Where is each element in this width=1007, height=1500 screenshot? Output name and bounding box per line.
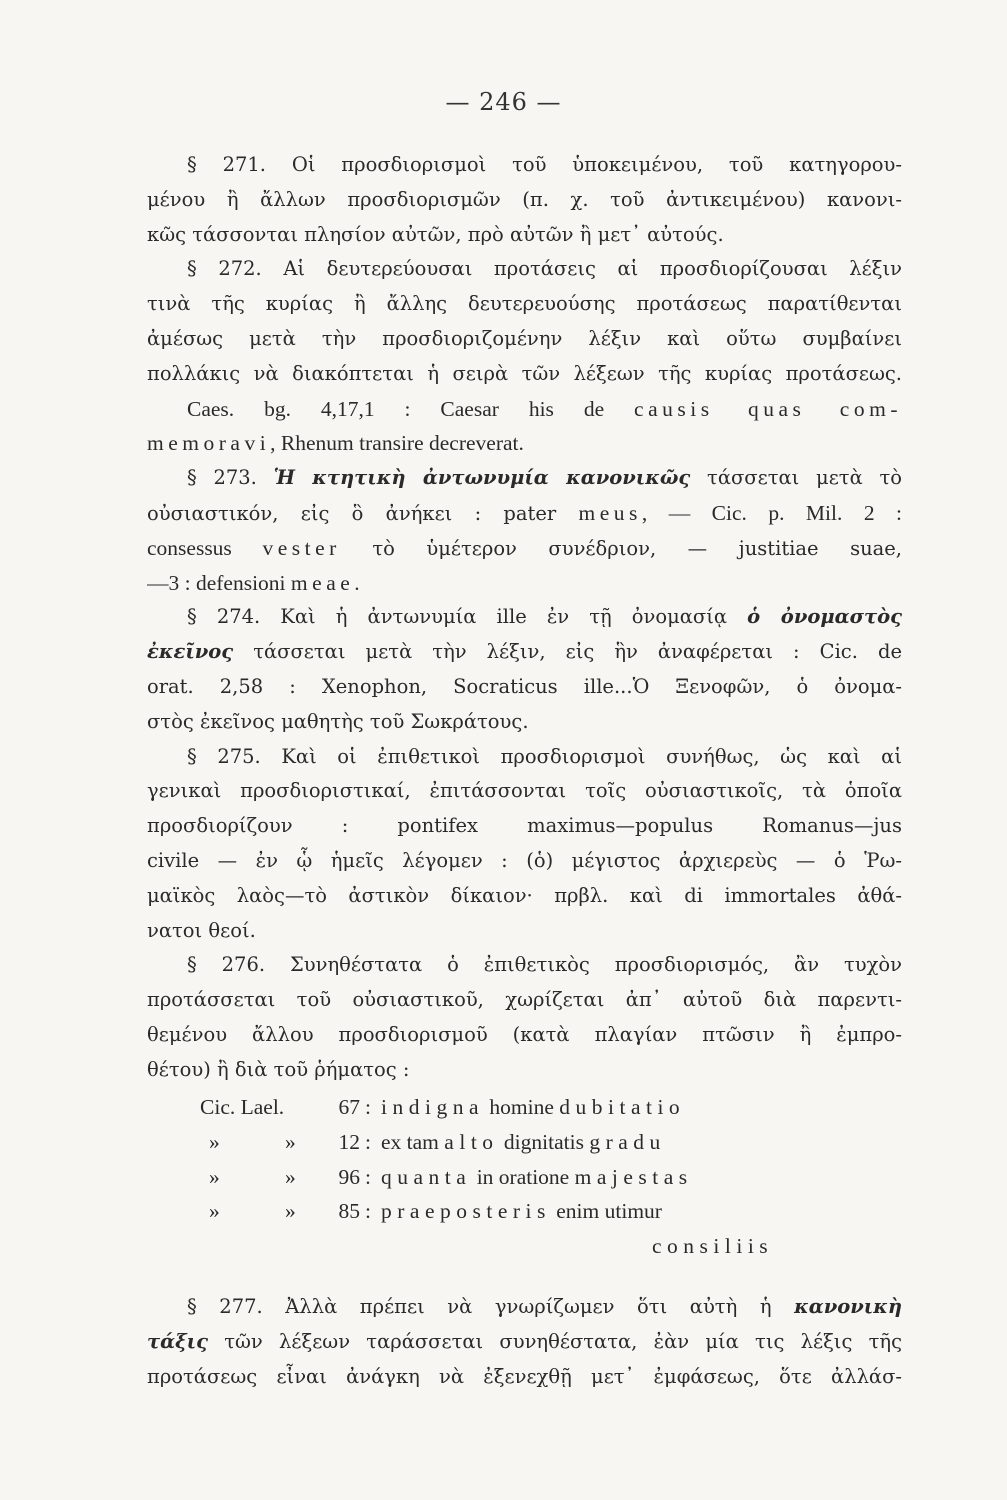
text-fragment: homine	[484, 1095, 560, 1119]
ditto-mark: »	[285, 1199, 296, 1224]
spaced-words: meus	[578, 500, 642, 525]
section-274-line	[147, 635, 902, 670]
text-fragment: consessus	[147, 535, 263, 560]
spaced-words: causis quas com-	[634, 396, 902, 421]
spaced-words: praeposteris	[381, 1199, 551, 1224]
section-276-line: θεμένου ἄλλου προσδιορισμοῦ (κατὰ πλαγίαν πτῶσιν ἢ ἐμπρο-	[147, 1022, 902, 1046]
section-275-line: § 275. Καὶ οἱ ἐπιθετικοὶ προσδιορισμοὶ συνήθως, ὡς καὶ αἱ	[187, 744, 902, 768]
citation-text	[381, 1160, 693, 1195]
colon: :	[365, 1129, 371, 1154]
spaced-words: dubitatio	[559, 1095, 686, 1119]
section-275-line: προσδιορίζουν : pontifex maximus—populus Romanus—jus	[147, 814, 902, 838]
citation-source: Cic. Lael.	[200, 1095, 285, 1119]
text-line: τινὰ τῆς κυρίας ἢ ἄλλης δευτερευούσης προτάσεως παρατίθενται	[147, 292, 902, 316]
text-fragment: τὸ ὑμέτερον συνέδριον, — justitiae suae,	[340, 536, 902, 560]
section-277-line	[147, 1290, 902, 1325]
ditto-mark: »	[209, 1199, 220, 1224]
colon: :	[365, 1095, 371, 1119]
ditto-mark: »	[285, 1164, 296, 1189]
bold-term: τάξις	[147, 1329, 208, 1353]
ditto-mark: »	[285, 1129, 296, 1154]
text-fragment: § 274. Καὶ ἡ ἀντωνυμία ille ἐν τῇ ὀνομασίᾳ	[187, 605, 748, 629]
text-fragment: .	[354, 570, 360, 595]
section-273-line	[147, 461, 902, 496]
section-275-line: civile — ἐν ᾧ ἡμεῖς λέγομεν : (ὁ) μέγιστος ἀρχιερεὺς — ὁ Ῥω-	[147, 848, 902, 872]
citation-text	[381, 1125, 666, 1160]
citation-number: 96	[338, 1164, 360, 1189]
text-line: μένου ἢ ἄλλων προσδιορισμῶν (π. χ. τοῦ ἀντικειμένου) κανονι-	[147, 187, 902, 211]
section-273-line	[147, 531, 902, 566]
citation-number: 12	[338, 1129, 360, 1154]
text-fragment: dignitatis	[498, 1129, 590, 1154]
section-276-line: θέτου) ἢ διὰ τοῦ ῥήματος :	[147, 1057, 410, 1081]
text-line: ἀμέσως μετὰ τὴν προσδιοριζομένην λέξιν καὶ οὕτω συμβαίνει	[147, 326, 902, 350]
section-277-line	[147, 1325, 902, 1360]
caesar-rest: , Rhenum transire decreverat.	[270, 431, 524, 456]
ditto-mark: »	[209, 1129, 220, 1154]
text-line: § 272. Αἱ δευτερεύουσαι προτάσεις αἱ προσδιορίζουσαι λέξιν	[187, 257, 902, 281]
citation-continuation: consiliis	[652, 1234, 774, 1259]
text-fragment: οὐσιαστικόν, εἰς ὃ ἀνήκει : pater	[147, 501, 579, 525]
section-275-line: νατοι θεοί.	[147, 918, 256, 942]
caesar-quote-line	[147, 426, 902, 461]
section-277-line: προτάσεως εἶναι ἀνάγκη νὰ ἐξενεχθῇ μετ᾽ ἐμφάσεως, ὅτε ἀλλάσ-	[147, 1364, 902, 1388]
citation-number: 85	[338, 1199, 360, 1224]
spaced-words: meae	[290, 570, 355, 595]
citation-row	[200, 1125, 840, 1160]
section-275-line: μαϊκὸς λαὸς—τὸ ἀστικὸν δίκαιον· πρβλ. καὶ di immortales ἀθά-	[147, 883, 902, 907]
citation-row	[200, 1160, 840, 1195]
text-fragment: in oratione	[471, 1164, 575, 1189]
spaced-words: vester	[262, 535, 341, 560]
citation-row	[200, 1194, 840, 1229]
section-276-line: § 276. Συνηθέστατα ὁ ἐπιθετικὸς προσδιορισμός, ἂν τυχὸν	[187, 953, 902, 977]
text-line: κῶς τάσσονται πλησίον αὐτῶν, πρὸ αὐτῶν ἢ μετ᾽ αὐτούς.	[147, 222, 724, 246]
section-274-line	[147, 600, 902, 635]
section-275-line: γενικαὶ προσδιοριστικαί, ἐπιτάσσονται τοῖς οὐσιαστικοῖς, τὰ ὁποῖα	[147, 779, 902, 803]
citation-text	[381, 1194, 662, 1229]
text-fragment: τάσσεται μετὰ τὸ	[690, 466, 902, 490]
citation-row	[200, 1090, 840, 1125]
page-number: — 246 —	[445, 88, 562, 116]
caesar-ref: Caes. bg. 4,17,1 : Caesar his de	[187, 396, 635, 421]
section-273-line	[147, 496, 902, 531]
text-fragment: , — Cic. p. Mil. 2 :	[641, 500, 902, 525]
text-fragment: ex tam	[381, 1129, 445, 1154]
text-line: § 271. Οἱ προσδιορισμοὶ τοῦ ὑποκειμένου, τοῦ κατηγορου-	[187, 153, 902, 176]
citation-list	[200, 1090, 840, 1264]
bold-term: Ἡ κτητικὴ ἀντωνυμία κανονικῶς	[273, 466, 691, 490]
spaced-words: majestas	[574, 1164, 693, 1189]
text-fragment: τῶν λέξεων ταράσσεται συνηθέστατα, ἐὰν μία τις λέξις τῆς	[208, 1329, 902, 1353]
text-fragment: —3 : defensioni	[147, 570, 291, 595]
bold-term: ἐκεῖνος	[147, 640, 234, 664]
bold-term: κανονικὴ	[794, 1295, 902, 1318]
colon: :	[365, 1199, 371, 1224]
text-line: πολλάκις νὰ διακόπτεται ἡ σειρὰ τῶν λέξεων τῆς κυρίας προτάσεως.	[147, 361, 902, 385]
text-fragment: enim utimur	[550, 1199, 662, 1224]
caesar-quote-line	[147, 392, 902, 427]
section-274-line: στὸς ἐκεῖνος μαθητὴς τοῦ Σωκράτους.	[147, 709, 529, 733]
bold-term: ὁ ὀνομαστὸς	[747, 605, 902, 629]
spaced-words: memoravi	[147, 431, 271, 456]
spaced-words: gradu	[589, 1129, 666, 1154]
section-277	[147, 1290, 902, 1394]
section-273-line	[147, 566, 902, 601]
citation-row	[200, 1229, 840, 1264]
spaced-words: quanta	[381, 1164, 472, 1189]
section-number: § 273.	[187, 466, 274, 490]
section-274-line: orat. 2,58 : Xenophon, Socraticus ille...Ὁ Ξενοφῶν, ὁ ὀνομα-	[147, 674, 902, 698]
text-fragment: τάσσεται μετὰ τὴν λέξιν, εἰς ἣν ἀναφέρεται : Cic. de	[233, 640, 902, 664]
spaced-words: alto	[444, 1129, 499, 1154]
colon: :	[365, 1164, 371, 1189]
main-text	[147, 148, 902, 1088]
section-276-line: προτάσσεται τοῦ οὐσιαστικοῦ, χωρίζεται ἀπ᾽ αὐτοῦ διὰ παρεντι-	[147, 988, 902, 1012]
spaced-words: indigna	[381, 1095, 484, 1119]
citation-number: 67	[338, 1095, 360, 1119]
citation-text	[381, 1090, 685, 1125]
ditto-mark: »	[209, 1164, 220, 1189]
text-fragment: § 277. Ἀλλὰ πρέπει νὰ γνωρίζωμεν ὅτι αὐτὴ ἡ	[187, 1295, 795, 1318]
